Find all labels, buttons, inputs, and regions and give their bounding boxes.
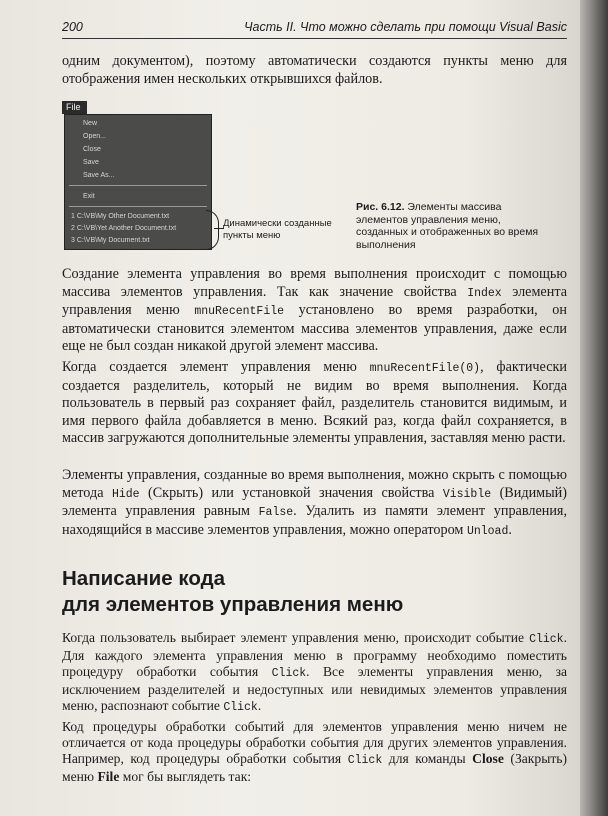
menu-separator: [69, 185, 207, 186]
section-heading: [62, 566, 567, 618]
text-run: , фактически создается разделитель, который не видим во время выполнения. Когда пользователь в первый раз сохраняет файл, разделитель становится видимым, и имя первого файла добавляется в меню. Всякий раз, когда файл сохраняется, в массив загружаются дополнительные элементы управления, заставляя меню расти.: [62, 359, 567, 446]
callout-label: Динамически созданные пункты меню: [223, 218, 332, 241]
caption-label: Рис. 6.12.: [356, 201, 405, 213]
menu-bar: [62, 101, 87, 114]
menu-item-close: Close: [83, 146, 101, 153]
code-token: mnuRecentFile: [194, 305, 285, 318]
paragraph-close-example: [62, 719, 567, 785]
menu-item-open: Open...: [83, 133, 106, 140]
text-run: (Закрыть) меню: [62, 751, 567, 784]
text-run: установлено во время разработки, он автоматически становится элементом массива элементов управления, даже если еще не был создан никакой другой элемент массива.: [62, 302, 567, 354]
menu-item-save: Save: [83, 159, 99, 166]
bold-term: Close: [472, 751, 504, 766]
menu-separator: [69, 206, 207, 207]
code-token: Unload: [466, 524, 509, 538]
code-token: Click: [347, 754, 383, 767]
text-run: Когда пользователь выбирает элемент управления меню, происходит событие: [62, 630, 530, 645]
code-token: Visible: [442, 487, 492, 501]
text-run: для команды: [382, 751, 473, 766]
header-rule: [62, 38, 567, 39]
recent-file-item: 1 C:\VB\My Other Document.txt: [71, 213, 170, 220]
text-run: мог бы выглядеть так:: [119, 769, 252, 784]
paragraph-hide-unload: [62, 467, 567, 540]
code-token: Click: [223, 701, 258, 714]
text-run: Элементы управления, созданные во время выполнения, можно скрыть с помощью метода: [62, 467, 567, 501]
code-token: False: [258, 506, 294, 519]
code-token: Hide: [111, 487, 140, 501]
caption-text: Элементы массива элементов управления меню, созданных и отображенных во время выполнения: [356, 201, 539, 251]
text-run: . Для каждого элемента управления меню в программу необходимо поместить процедуру обработки события: [62, 630, 567, 679]
code-token: Click: [271, 667, 307, 680]
menu-screenshot: [62, 101, 212, 249]
text-run: . Удалить из памяти элемент управления, находящийся в массиве элементов управления, можно оператором: [62, 503, 567, 538]
text-run: (Видимый) элемента управления равным: [62, 484, 567, 519]
paragraph-separator: [62, 359, 567, 448]
text-run: .: [257, 698, 262, 713]
menu-title-file: File: [66, 102, 81, 112]
figure-caption: [356, 201, 546, 251]
paragraph-click-event: [62, 630, 567, 716]
page-number: 200: [62, 20, 83, 34]
page-binding-shadow: [580, 0, 608, 816]
text-run: . Все элементы управления меню, за исключением разделителей и недоступных или невидимых элементов управления меню, распознают событие: [62, 664, 567, 713]
text-run: .: [508, 521, 512, 538]
menu-item-save-as: Save As...: [83, 172, 115, 179]
code-token: mnuRecentFile(0): [369, 362, 481, 375]
menu-item-exit: Exit: [83, 193, 95, 200]
paragraph-array-creation: [62, 266, 567, 356]
code-token: Click: [529, 633, 564, 646]
chapter-title: Часть II. Что можно сделать при помощи Visual Basic: [244, 20, 567, 34]
text-run: Создание элемента управления во время выполнения происходит с помощью массива элементов управления. Так как значение свойства: [62, 266, 567, 300]
recent-file-item: 2 C:\VB\Yet Another Document.txt: [71, 225, 177, 232]
text-run: элемента управления меню: [62, 283, 567, 318]
paragraph-intro: одним документом), поэтому автоматически создаются пункты меню для отображения имен нескольких открывшихся файлов.: [62, 53, 567, 87]
heading-line: Написание кода: [62, 567, 225, 590]
bold-term: File: [97, 769, 120, 784]
recent-file-item: 3 C:\VB\My Document.txt: [71, 237, 150, 244]
text-run: Код процедуры обработки событий для элементов управления меню ничем не отличается от кода процедуры обработки события для других элементов управления. Например, код процедуры обработки события: [62, 719, 567, 766]
text-run: (Скрыть) или установкой значения свойства: [139, 484, 443, 501]
callout-bracket: [206, 210, 219, 250]
file-menu-dropdown: [64, 114, 212, 250]
heading-line: для элементов управления меню: [62, 593, 404, 616]
menu-item-new: New: [83, 120, 98, 127]
code-token: Index: [467, 286, 502, 300]
text-run: Когда создается элемент управления меню: [62, 359, 370, 375]
running-head: [62, 20, 567, 40]
